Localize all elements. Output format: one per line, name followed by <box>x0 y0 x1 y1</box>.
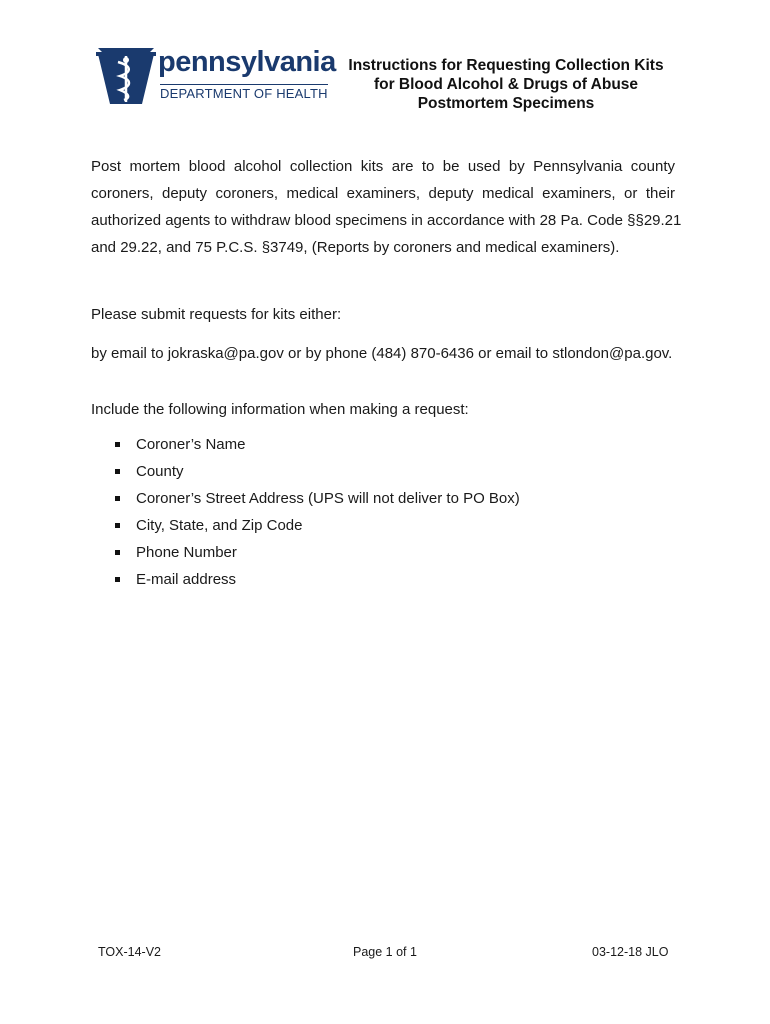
keystone-icon <box>96 44 156 106</box>
document-title <box>336 56 676 113</box>
submit-contact: by email to jokraska@pa.gov or by phone (484) 870-6436 or email to stlondon@pa.gov. <box>91 345 673 362</box>
paragraph-line: and 29.22, and 75 P.C.S. §3749, (Reports by coroners and medical examiners). <box>91 239 620 256</box>
list-item <box>112 431 520 458</box>
bullet-icon <box>115 469 120 474</box>
title-line: for Blood Alcohol & Drugs of Abuse <box>373 76 639 93</box>
paragraph-line: Post mortem blood alcohol collection kits are to be used by Pennsylvania county <box>91 158 675 175</box>
paragraph-line: authorized agents to withdraw blood specimens in accordance with 28 Pa. Code §§29.21 <box>91 212 682 229</box>
title-line: Postmortem Specimens <box>417 95 595 112</box>
bullet-icon <box>115 523 120 528</box>
required-info-list <box>112 431 520 593</box>
include-intro: Include the following information when making a request: <box>91 401 469 418</box>
purpose-paragraph <box>91 153 682 261</box>
footer-page-number: Page 1 of 1 <box>353 945 417 959</box>
list-item-label: City, State, and Zip Code <box>136 517 303 534</box>
logo-wordmark: pennsylvania <box>158 46 336 78</box>
title-line: Instructions for Requesting Collection Kits <box>348 57 664 74</box>
list-item <box>112 539 520 566</box>
paragraph-line: coroners, deputy coroners, medical examiners, deputy medical examiners, or their <box>91 185 675 202</box>
footer-revision: 03-12-18 JLO <box>592 945 669 959</box>
list-item <box>112 512 520 539</box>
list-item-label: Phone Number <box>136 544 237 561</box>
bullet-icon <box>115 496 120 501</box>
bullet-icon <box>115 577 120 582</box>
list-item-label: Coroner’s Name <box>136 436 246 453</box>
footer-form-id: TOX-14-V2 <box>98 945 161 959</box>
list-item <box>112 485 520 512</box>
bullet-icon <box>115 442 120 447</box>
pa-health-logo <box>96 44 336 106</box>
logo-subtitle: DEPARTMENT OF HEALTH <box>160 86 328 101</box>
list-item-label: E-mail address <box>136 571 237 588</box>
list-item <box>112 566 520 593</box>
submit-intro: Please submit requests for kits either: <box>91 306 342 323</box>
list-item <box>112 458 520 485</box>
list-item-label: Coroner’s Street Address (UPS will not deliver to PO Box) <box>136 490 520 507</box>
bullet-icon <box>115 550 120 555</box>
list-item-label: County <box>136 463 184 480</box>
